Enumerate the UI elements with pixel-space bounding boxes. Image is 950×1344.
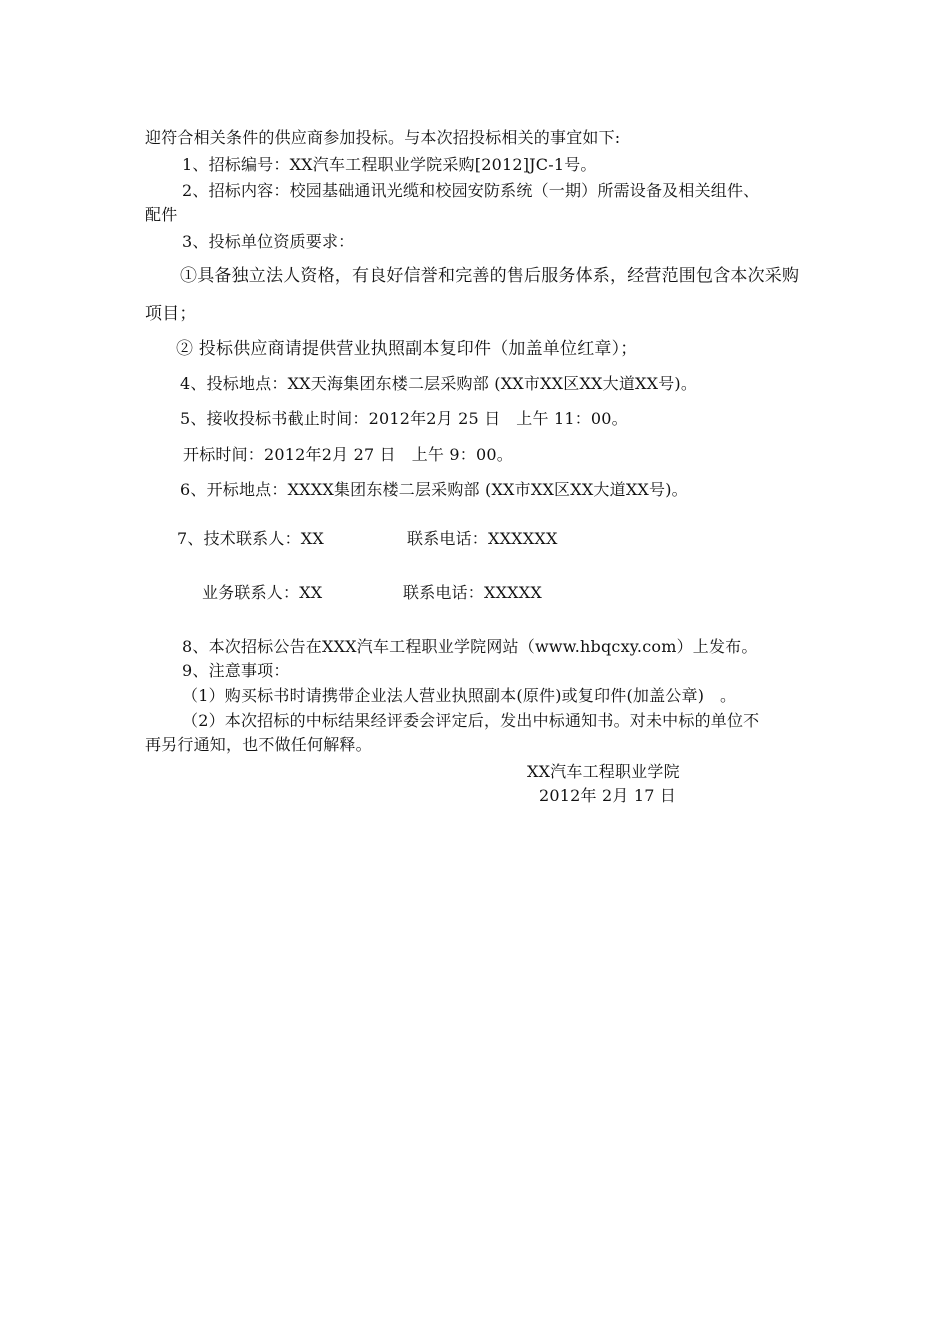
opening-time: 开标时间：2012年2月 27 日 上午 9：00。 (183, 445, 513, 464)
tech-phone: 联系电话：XXXXXX (407, 529, 558, 548)
intro-text: 迎符合相关条件的供应商参加投标。与本次招投标相关的事宜如下: (145, 128, 621, 147)
tender-number: 1、招标编号：XX汽车工程职业学院采购[2012]JC-1号。 (182, 155, 597, 174)
tech-contact: 7、技术联系人：XX (177, 529, 324, 548)
note-1: （1）购买标书时请携带企业法人营业执照副本(原件)或复印件(加盖公章) 。 (182, 686, 737, 705)
qualification-heading: 3、投标单位资质要求： (182, 232, 355, 251)
note-2-line2: 再另行通知，也不做任何解释。 (145, 735, 372, 754)
qualification-a-line2: 项目； (145, 304, 197, 324)
notes-heading: 9、注意事项： (182, 661, 290, 680)
qualification-b: ② 投标供应商请提供营业执照副本复印件（加盖单位红章）； (176, 339, 638, 359)
opening-location: 6、开标地点：XXXX集团东楼二层采购部 (XX市XX区XX大道XX号)。 (180, 480, 688, 499)
signature-organization: XX汽车工程职业学院 (527, 762, 680, 781)
note-2-line1: （2）本次招标的中标结果经评委会评定后，发出中标通知书。对未中标的单位不 (182, 711, 760, 730)
signature-date: 2012年 2月 17 日 (539, 786, 677, 805)
announcement-website: 8、本次招标公告在XXX汽车工程职业学院网站（www.hbqcxy.com）上发布。 (182, 637, 758, 656)
tender-content-line2: 配件 (145, 205, 178, 224)
biz-contact: 业务联系人：XX (202, 583, 323, 602)
qualification-a-line1: ①具备独立法人资格，有良好信誉和完善的售后服务体系，经营范围包含本次采购 (180, 266, 800, 286)
bid-location: 4、投标地点：XX天海集团东楼二层采购部 (XX市XX区XX大道XX号)。 (180, 374, 698, 393)
bid-deadline: 5、接收投标书截止时间：2012年2月 25 日 上午 11：00。 (180, 409, 628, 428)
biz-phone: 联系电话：XXXXX (403, 583, 542, 602)
tender-content-line1: 2、招标内容：校园基础通讯光缆和校园安防系统（一期）所需设备及相关组件、 (182, 181, 760, 200)
